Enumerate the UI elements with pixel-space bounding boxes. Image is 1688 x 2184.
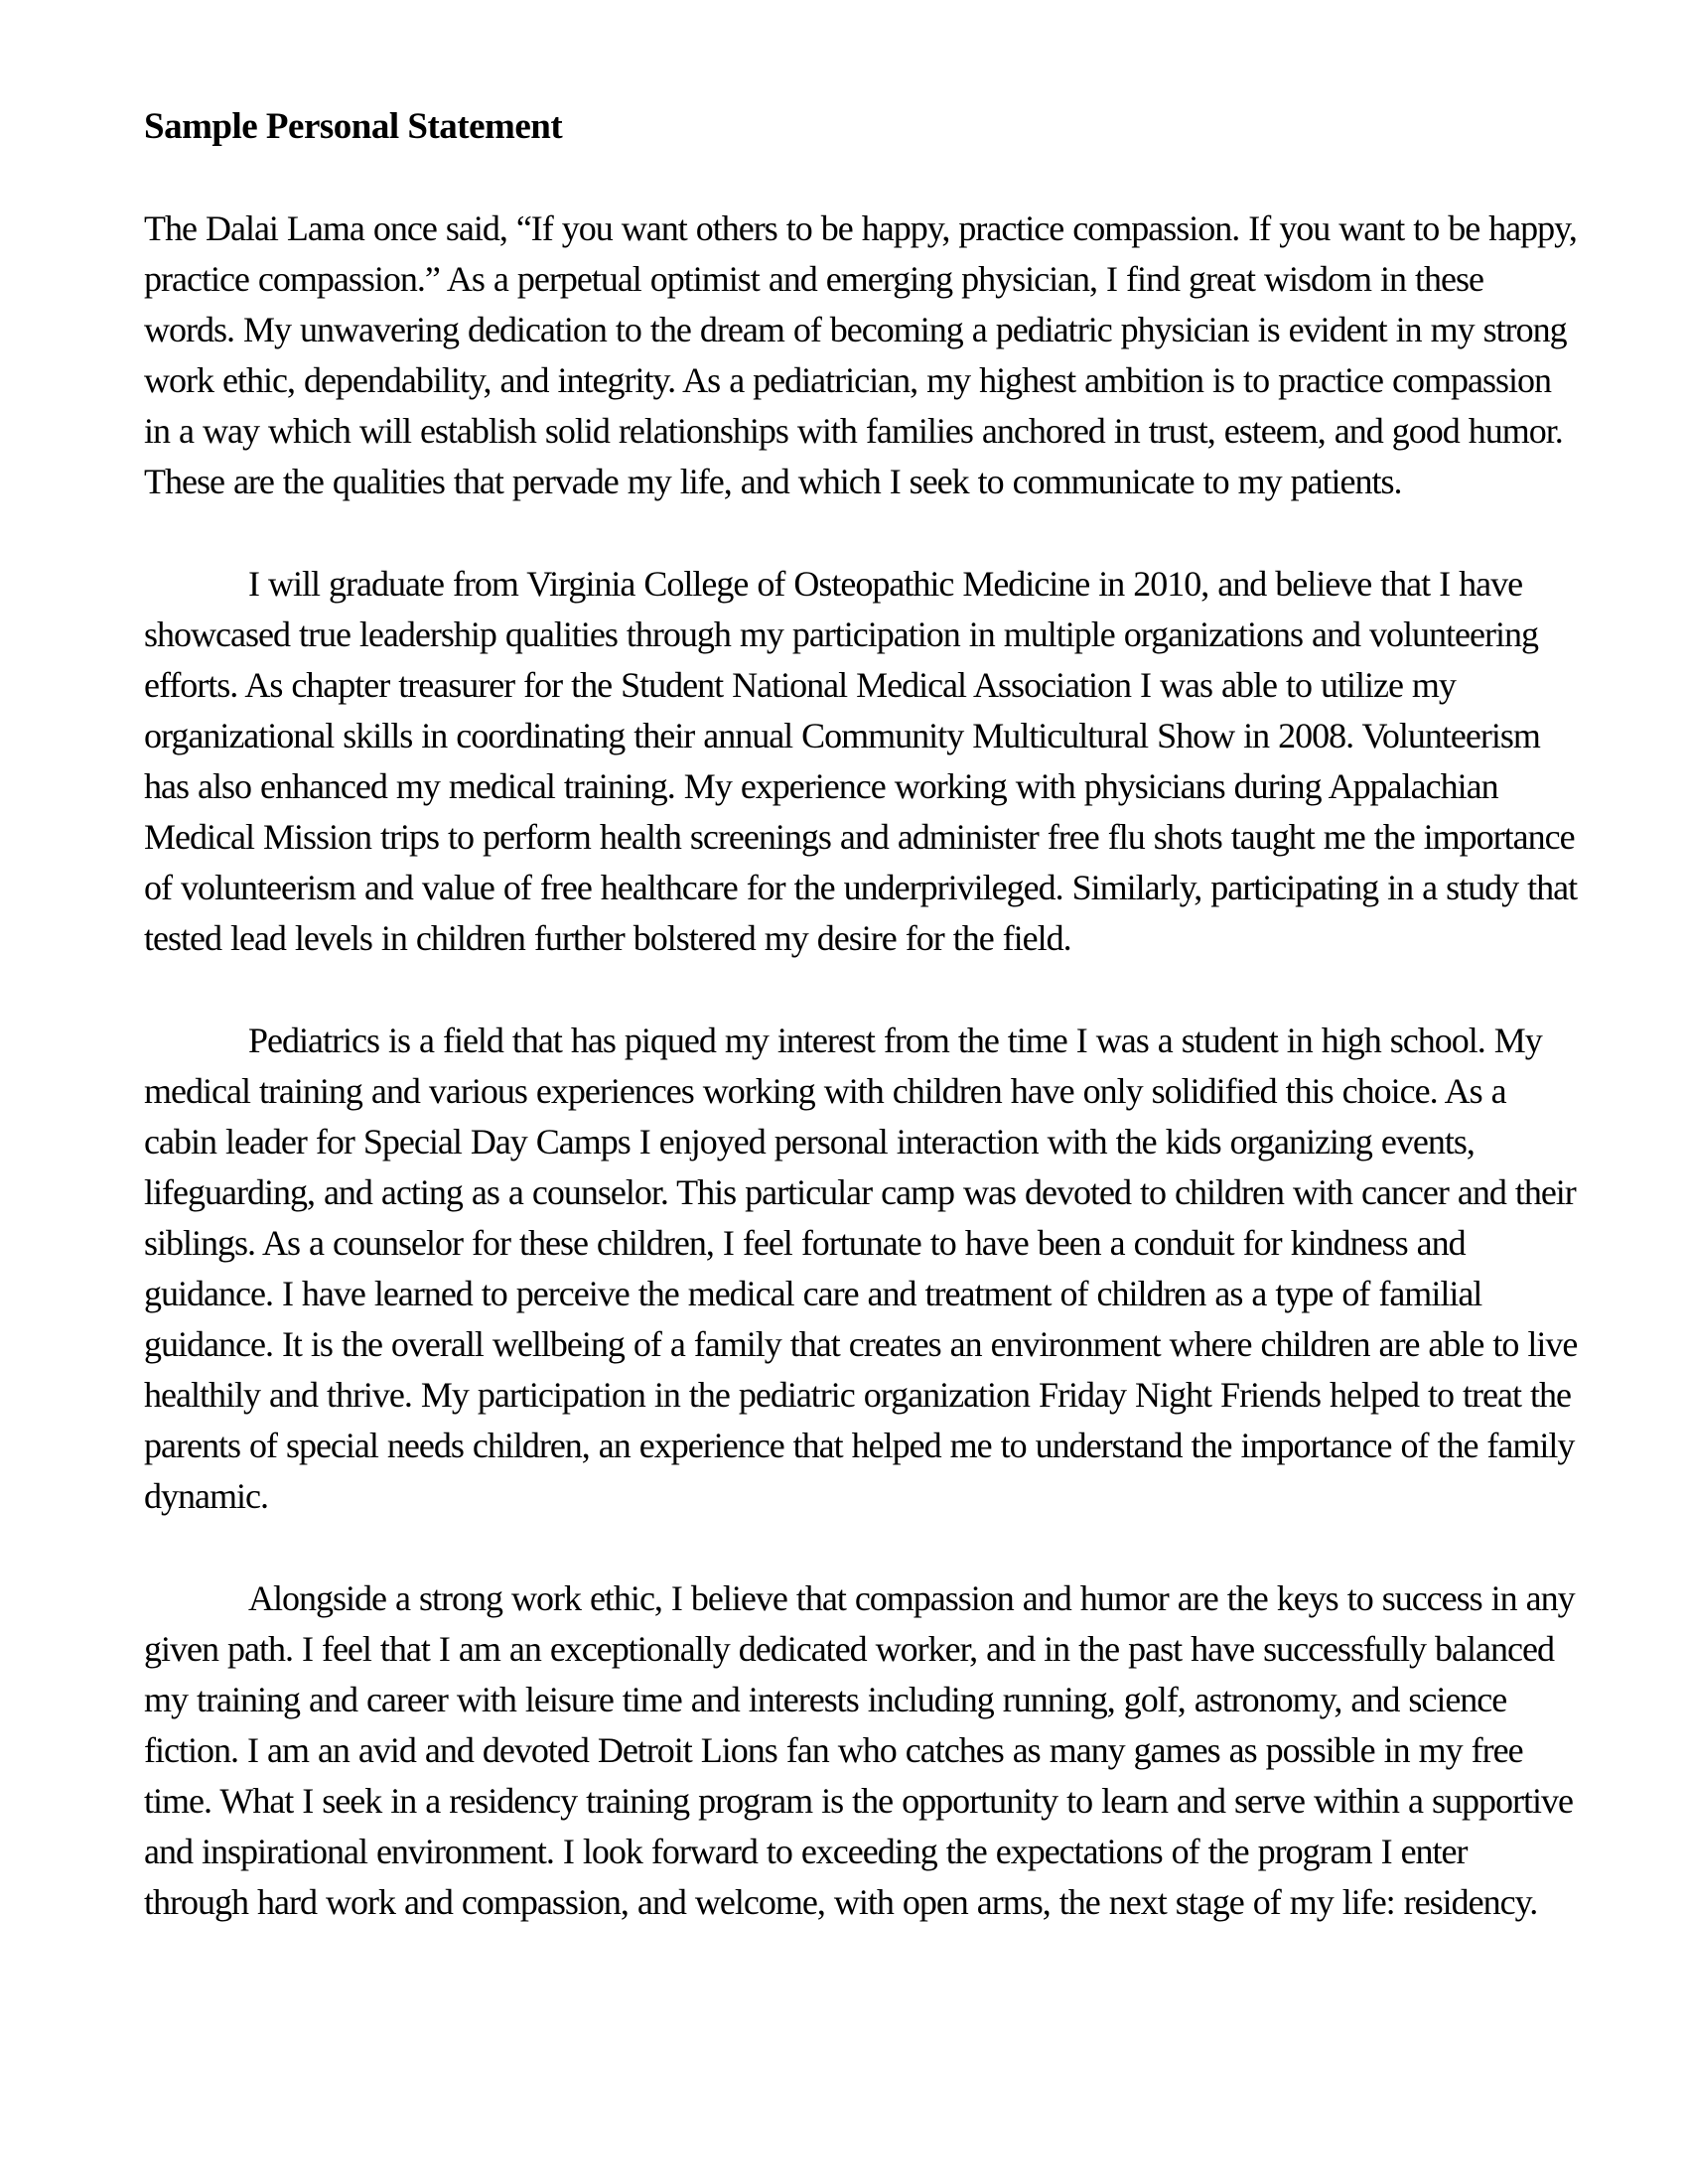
page-title: Sample Personal Statement (144, 106, 563, 147)
paragraph-pediatrics: Pediatrics is a field that has piqued my interest from the time I was a student in high school. My medical training and various experiences working with children have only solidified this choice. As a cabin leader for Special Day Camps I enjoyed personal interaction with the kids organizing events, lifeguarding, and acting as a counselor. This particular camp was devoted to children with cancer and their siblings. As a counselor for these children, I feel fortunate to have been a conduit for kindness and guidance. I have learned to perceive the medical care and treatment of children as a type of familial guidance. It is the overall wellbeing of a family that creates an environment where children are able to live healthily and thrive. My participation in the pediatric organization Friday Night Friends helped to treat the parents of special needs children, an experience that helped me to understand the importance of the family dynamic. (144, 1021, 1578, 1516)
paragraph-education: I will graduate from Virginia College of Osteopathic Medicine in 2010, and believe that I have showcased true leadership qualities through my participation in multiple organizations and volunteering efforts. As chapter treasurer for the Student National Medical Association I was able to utilize my organizational skills in coordinating their annual Community Multicultural Show in 2008. Volunteerism has also enhanced my medical training. My experience working with physicians during Appalachian Medical Mission trips to perform health screenings and administer free flu shots taught me the importance of volunteerism and value of free healthcare for the underprivileged. Similarly, participating in a study that tested lead levels in children further bolstered my desire for the field. (144, 564, 1578, 958)
document-body (144, 101, 1579, 1928)
paragraph-intro: The Dalai Lama once said, “If you want others to be happy, practice compassion. If you want to be happy, practice compassion.” As a perpetual optimist and emerging physician, I find great wisdom in these words. My unwavering dedication to the dream of becoming a pediatric physician is evident in my strong work ethic, dependability, and integrity. As a pediatrician, my highest ambition is to practice compassion in a way which will establish solid relationships with families anchored in trust, esteem, and good humor. These are the qualities that pervade my life, and which I seek to communicate to my patients. (144, 208, 1577, 501)
paragraph-closing: Alongside a strong work ethic, I believe that compassion and humor are the keys to success in any given path. I feel that I am an exceptionally dedicated worker, and in the past have successfully balanced my training and career with leisure time and interests including running, golf, astronomy, and science fiction. I am an avid and devoted Detroit Lions fan who catches as many games as possible in my free time. What I seek in a residency training program is the opportunity to learn and serve within a supportive and inspirational environment. I look forward to exceeding the expectations of the program I enter through hard work and compassion, and welcome, with open arms, the next stage of my life: residency. (144, 1578, 1575, 1922)
